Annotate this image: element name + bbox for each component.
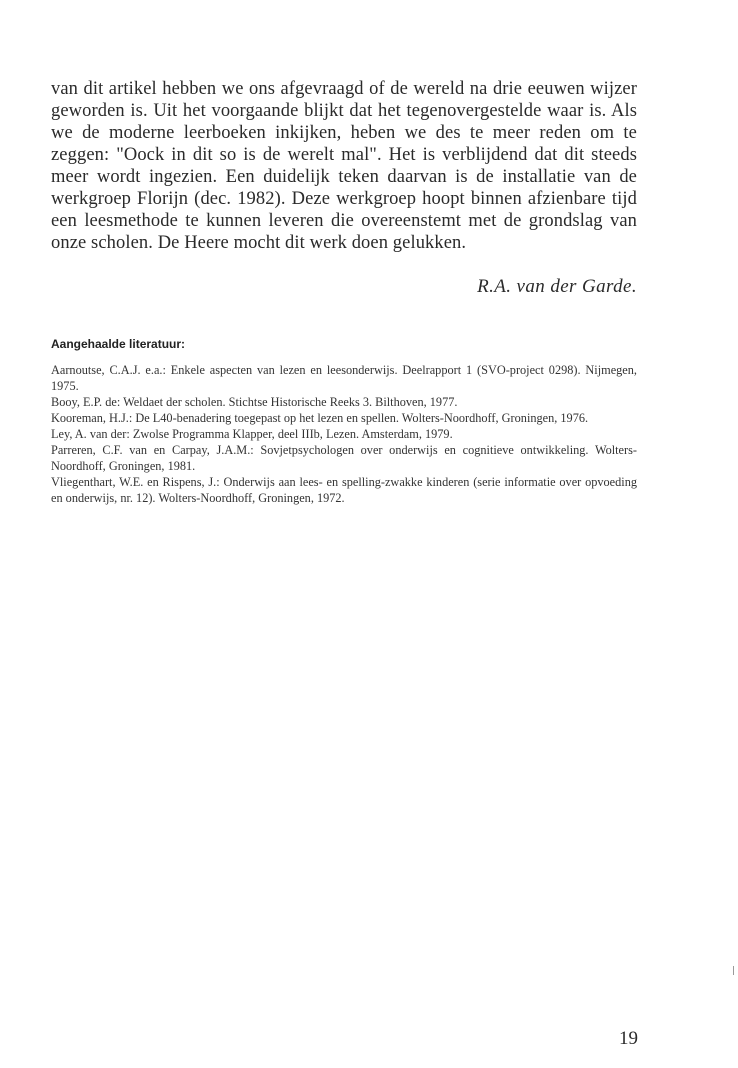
reference-item: Vliegenthart, W.E. en Rispens, J.: Onderwijs aan lees- en spelling-zwakke kinderen (serie informatie over opvoeding en onderwijs, nr. 12). Wolters-Noordhoff, Groningen, 1972.	[51, 475, 637, 505]
references-section	[51, 336, 637, 506]
reference-item: Ley, A. van der: Zwolse Programma Klapper, deel IIIb, Lezen. Amsterdam, 1979.	[51, 427, 453, 441]
reference-item: Parreren, C.F. van en Carpay, J.A.M.: Sovjetpsychologen over onderwijs en cognitieve ontwikkeling. Wolters-Noordhoff, Groningen, 1981.	[51, 443, 637, 473]
reference-list	[51, 362, 637, 506]
margin-mark	[733, 966, 734, 975]
article-paragraph: van dit artikel hebben we ons afgevraagd of de wereld na drie eeuwen wijzer geworden is. Uit het voorgaande blijkt dat het tegenovergestelde waar is. Als we de moderne leerboeken inkijken, heben we des te meer reden om te zeggen: "Oock in dit so is de werelt mal". Het is verblijdend dat dit steeds meer wordt ingezien. Een duidelijk teken daarvan is de installatie van de werkgroep Florijn (dec. 1982). Deze werkgroep hoopt binnen afzienbare tijd een leesmethode te kunnen leveren die overeenstemt met de grondslag van onze scholen. De Heere mocht dit werk doen gelukken.	[51, 79, 637, 253]
reference-item: Aarnoutse, C.A.J. e.a.: Enkele aspecten van lezen en leesonderwijs. Deelrapport 1 (SVO-project 0298). Nijmegen, 1975.	[51, 363, 637, 393]
page-number: 19	[619, 1028, 638, 1049]
reference-item: Kooreman, H.J.: De L40-benadering toegepast op het lezen en spellen. Wolters-Noordhoff, Groningen, 1976.	[51, 411, 589, 425]
references-heading: Aangehaalde literatuur:	[51, 337, 186, 351]
page-content	[51, 78, 637, 506]
author-signature: R.A. van der Garde.	[477, 276, 637, 297]
reference-item: Booy, E.P. de: Weldaet der scholen. Stichtse Historische Reeks 3. Bilthoven, 1977.	[51, 395, 458, 409]
